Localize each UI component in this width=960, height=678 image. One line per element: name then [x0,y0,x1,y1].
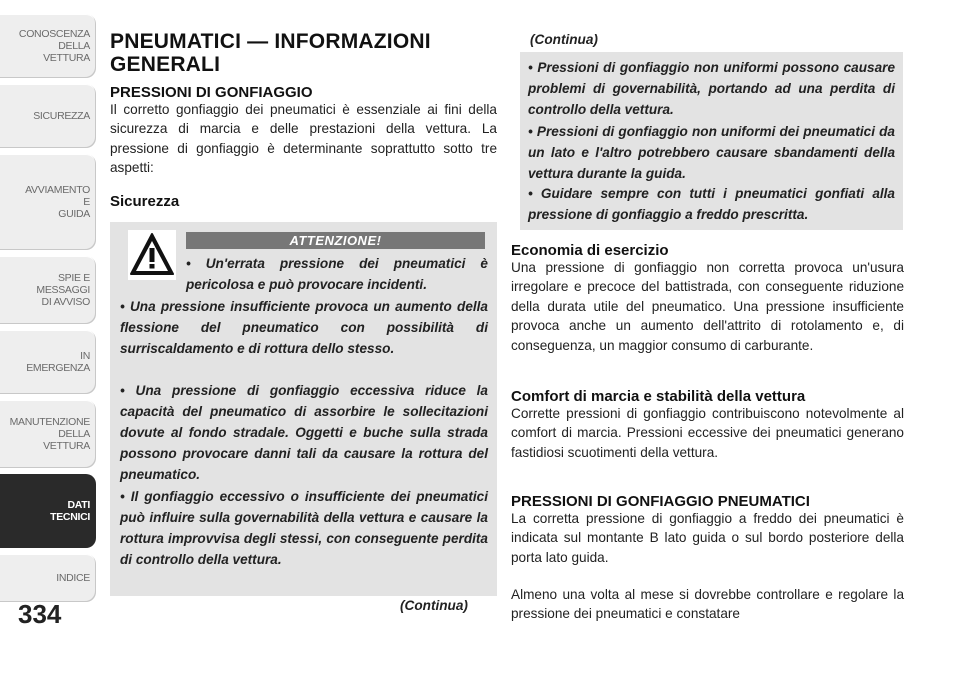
page-title: PNEUMATICI — INFORMAZIONI GENERALI [110,30,431,76]
warning-bullet: • Guidare sempre con tutti i pneumatici gonfiati alla pressione di gonfiaggio a freddo prescritta. [528,186,895,222]
sub-heading-sicurezza: Sicurezza [110,193,180,210]
tab-label: SPIE E MESSAGGI DI AVVISO [36,272,90,308]
tab-label: IN EMERGENZA [26,350,90,374]
warning-header: ATTENZIONE! [186,232,485,249]
continua-label: (Continua) [400,598,468,613]
section-heading: PRESSIONI DI GONFIAGGIO [110,84,313,101]
economia-heading: Economia di esercizio [511,242,669,259]
tab-manutenzione-della-vettura[interactable] [0,400,96,468]
tab-spie-e-messaggi[interactable] [0,256,96,324]
tab-label: AVVIAMENTO E GUIDA [25,184,90,220]
warning-bullet: • Un'errata pressione dei pneumatici è pericolosa e può provocare incidenti. [186,256,488,292]
tab-avviamento-e-guida[interactable] [0,154,96,250]
warning-bullet: • Una pressione insufficiente provoca un aumento della flessione del pneumatico con possibilità di surriscaldamento e di rottura dello stesso. [120,299,488,356]
tab-indice[interactable] [0,554,96,602]
intro-paragraph: Il corretto gonfiaggio dei pneumatici è essenziale ai fini della sicurezza di marcia e delle prestazioni della vettura. La pressione di gonfiaggio è determinante soprattutto sotto tre aspetti: [110,102,497,176]
continua-label: (Continua) [530,32,598,47]
tab-label: MANUTENZIONE DELLA VETTURA [9,416,90,452]
warning-bullet: • Pressioni di gonfiaggio non uniformi possono causare problemi di governabilità, portando ad una perdita di controllo della vettura. [528,60,895,117]
economia-paragraph: Una pressione di gonfiaggio non corretta provoca un'usura irregolare e precoce del battistrada, con conseguente riduzione della durata utile del pneumatico. Una pressione insufficiente provoca anche un aumento dell'attrito di rotolamento e, di conseguenza, un maggior consumo di carburante. [511,260,904,353]
comfort-paragraph: Corrette pressioni di gonfiaggio contribuiscono notevolmente al comfort di marcia. Pressioni eccessive dei pneumatici generano fastidiosi scuotimenti della vettura. [511,406,904,460]
tab-label: INDICE [56,572,90,584]
warning-bullet: • Pressioni di gonfiaggio non uniformi dei pneumatici da un lato e l'altro potrebbero causare sbandamenti della vettura durante la guida. [528,124,895,181]
comfort-heading: Comfort di marcia e stabilità della vettura [511,388,806,405]
warning-bullet: • Una pressione di gonfiaggio eccessiva riduce la capacità del pneumatico di assorbire le sollecitazioni dovute al fondo stradale. Oggetti e buche sulla strada possono provocare danni tali da causare la rottura del pneumatico. [120,383,488,482]
tab-label: CONOSCENZA DELLA VETTURA [18,28,90,64]
pressioni-paragraph: La corretta pressione di gonfiaggio a freddo dei pneumatici è indicata sul montante B lato guida o sul bordo posteriore della porta lato guida. [511,511,904,565]
pressioni-heading: PRESSIONI DI GONFIAGGIO PNEUMATICI [511,493,810,510]
tab-label: DATI TECNICI [50,499,90,523]
warning-bullet: • Il gonfiaggio eccessivo o insufficiente dei pneumatici può influire sulla governabilità della vettura e causare la rottura improvvisa degli stessi, con conseguente perdita di controllo della vettura. [120,489,488,567]
page-number: 334 [18,599,62,629]
warning-triangle-icon [128,230,176,280]
tab-in-emergenza[interactable] [0,330,96,394]
tab-label: SICUREZZA [33,110,90,122]
almeno-paragraph: Almeno una volta al mese si dovrebbe controllare e regolare la pressione dei pneumatici e constatare [511,587,904,622]
tab-dati-tecnici[interactable] [0,474,96,548]
tab-sicurezza[interactable] [0,84,96,148]
chapter-sidebar [0,0,98,640]
tab-conoscenza-della-vettura[interactable] [0,14,96,78]
